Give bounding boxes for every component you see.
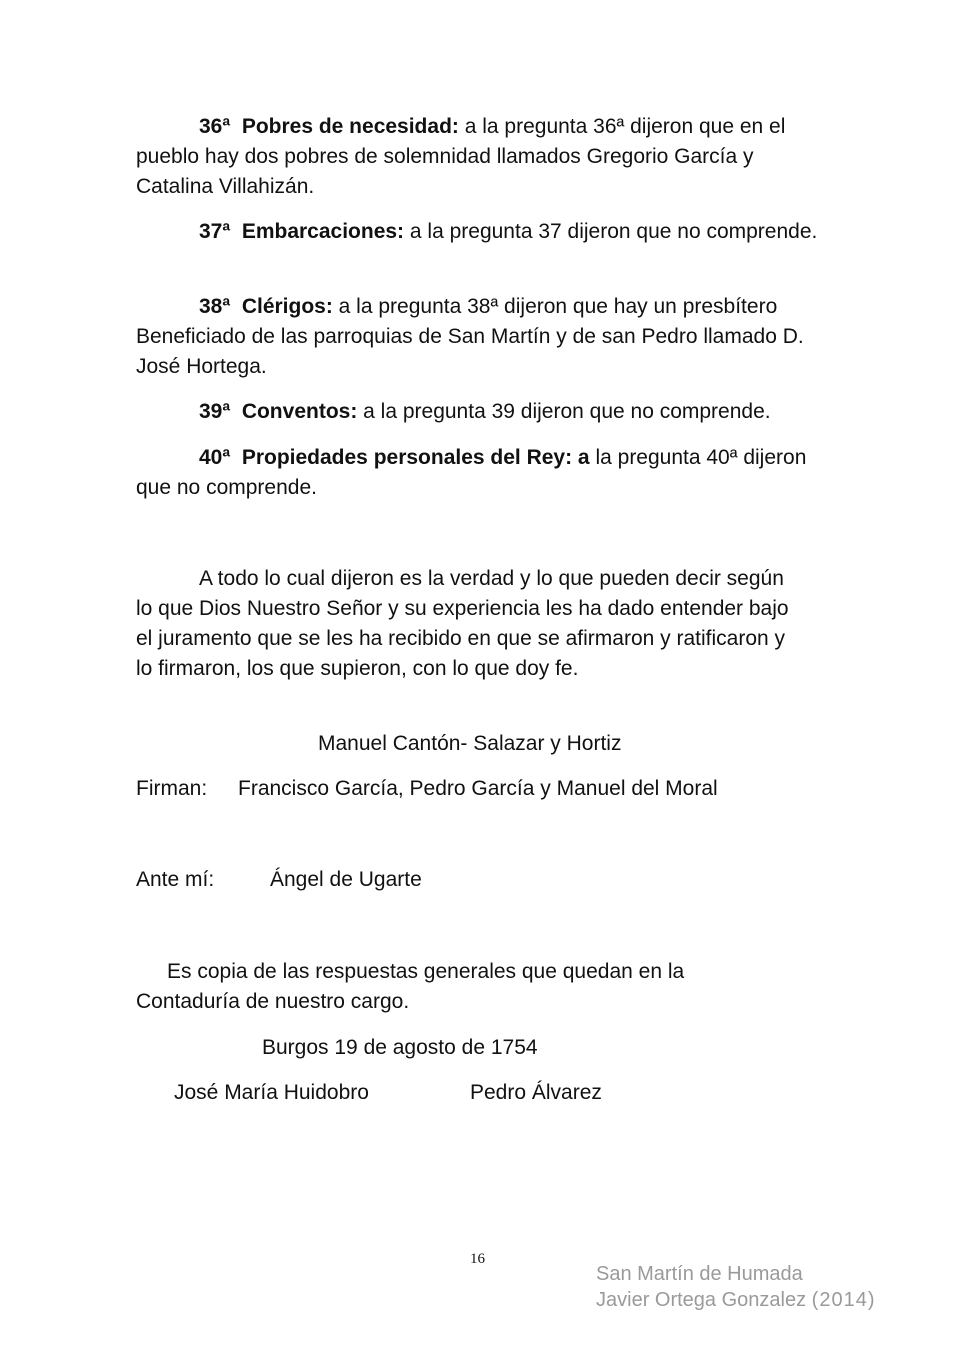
item-text: a la pregunta 39 dijeron que no comprende. [357,400,771,423]
item-38 [136,292,826,382]
item-39 [136,397,826,427]
item-number: 36ª [199,115,231,138]
item-number: 37ª [199,220,231,243]
footer-author [596,1287,875,1313]
item-heading: Pobres de necesidad: [241,115,459,138]
footer-author-name: Javier Ortega Gonzalez [596,1289,807,1311]
firman-label: Firman: [136,777,208,800]
signer-right: Pedro Álvarez [470,1081,602,1104]
item-heading: Clérigos: [241,295,333,318]
copy-note: Es copia de las respuestas generales que quedan en la Contaduría de nuestro cargo. [136,960,685,1013]
closing-paragraph: A todo lo cual dijeron es la verdad y lo que pueden decir según lo que Dios Nuestro Señor y su experiencia les ha dado entender bajo el juramento que se les ha recibido en que se afirmaron y ratificaron y lo firmaron, los que supieron, con lo que doy fe. [136,567,789,680]
item-heading: Embarcaciones: [241,220,405,243]
firman-names: Francisco García, Pedro García y Manuel del Moral [238,777,718,800]
item-number: 40ª [199,446,231,469]
page-number: 16 [470,1251,485,1267]
place-date: Burgos 19 de agosto de 1754 [262,1036,538,1059]
item-text: la pregunta 40ª dijeron que no comprende. [136,446,807,499]
item-heading: Conventos: [241,400,358,423]
item-heading: Propiedades personales del Rey: a [241,446,590,469]
item-40 [136,443,826,503]
footer-year: (2014) [811,1289,876,1311]
item-number: 39ª [199,400,231,423]
item-37 [136,217,826,247]
ante-label: Ante mí: [136,868,215,891]
item-text: a la pregunta 36ª dijeron que en el pueblo hay dos pobres de solemnidad llamados Gregorio García y Catalina Villahizán. [136,115,786,198]
signer-left: José María Huidobro [174,1081,369,1104]
item-text: a la pregunta 38ª dijeron que hay un presbítero Beneficiado de las parroquias de San Martín y de san Pedro llamado D. José Hortega. [136,295,804,378]
footer-title: San Martín de Humada [596,1263,803,1285]
item-number: 38ª [199,295,231,318]
item-36 [136,112,826,202]
signatory-name: Manuel Cantón- Salazar y Hortiz [318,732,622,755]
ante-name: Ángel de Ugarte [270,868,422,891]
item-text: a la pregunta 37 dijeron que no comprende. [404,220,818,243]
